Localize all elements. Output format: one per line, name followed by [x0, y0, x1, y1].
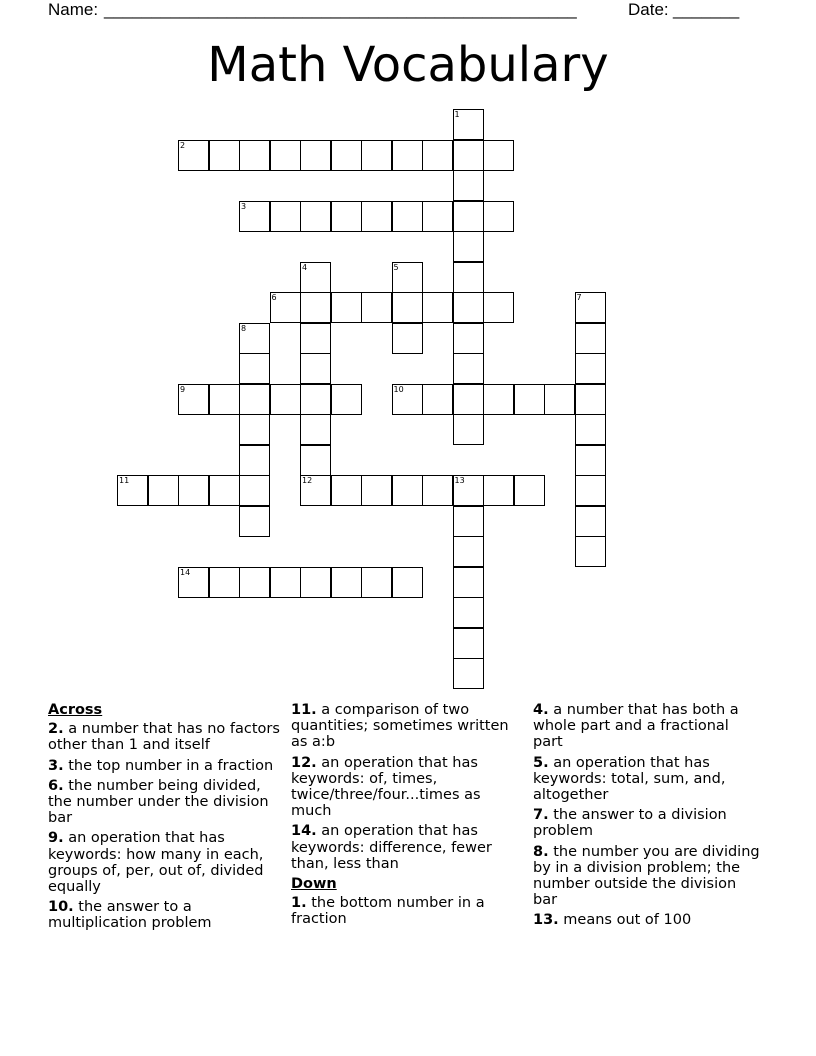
grid-cell[interactable]: [453, 109, 484, 140]
clue-text: a comparison of two quantities; sometimes written as a:b: [291, 702, 509, 751]
clue-text: a number that has both a whole part and a fractional part: [533, 702, 739, 751]
clue-item: [48, 721, 280, 753]
down-heading: Down: [291, 876, 337, 893]
grid-cell[interactable]: [361, 201, 392, 232]
clues-column-2: [291, 702, 523, 932]
grid-cell[interactable]: [300, 445, 331, 476]
clue-text: the number being divided, the number under the division bar: [48, 777, 269, 827]
clue-number: 14.: [291, 823, 317, 840]
grid-cell[interactable]: [239, 414, 270, 445]
cell-number: 3: [241, 201, 247, 211]
date-label: Date:: [628, 0, 669, 19]
grid-cell[interactable]: [453, 536, 484, 567]
down-clue-list-continued: [533, 702, 761, 929]
grid-cell[interactable]: [453, 597, 484, 628]
grid-cell[interactable]: [453, 170, 484, 201]
grid-cell[interactable]: [514, 475, 545, 506]
cell-number: 8: [241, 323, 247, 333]
clue-item: [533, 702, 761, 751]
clue-number: 6.: [48, 777, 64, 794]
grid-cell[interactable]: [178, 475, 209, 506]
grid-cell[interactable]: [422, 201, 453, 232]
grid-cell[interactable]: [392, 262, 423, 293]
grid-cell[interactable]: [239, 323, 270, 354]
grid-cell[interactable]: [239, 445, 270, 476]
grid-cell[interactable]: [331, 292, 362, 323]
clue-text: the number you are dividing by in a division problem; the number outside the division bar: [533, 843, 760, 909]
grid-cell[interactable]: [575, 323, 606, 354]
grid-cell[interactable]: [392, 384, 423, 415]
grid-cell[interactable]: [392, 140, 423, 171]
grid-cell[interactable]: [239, 201, 270, 232]
clue-item: [48, 778, 280, 827]
clue-text: an operation that has keywords: of, times, twice/three/four...times as much: [291, 754, 481, 820]
grid-cell[interactable]: [300, 353, 331, 384]
grid-cell[interactable]: [361, 292, 392, 323]
name-blank[interactable]: __________________________________________________: [104, 0, 577, 19]
grid-cell[interactable]: [575, 384, 606, 415]
grid-cell[interactable]: [422, 292, 453, 323]
grid-cell[interactable]: [514, 384, 545, 415]
grid-cell[interactable]: [483, 384, 514, 415]
grid-cell[interactable]: [270, 567, 301, 598]
cell-number: 14: [180, 567, 191, 577]
grid-cell[interactable]: [575, 414, 606, 445]
clue-item: [48, 899, 280, 931]
cell-number: 7: [576, 293, 582, 302]
clue-item: [48, 758, 280, 774]
grid-cell[interactable]: [270, 140, 301, 171]
grid-cell[interactable]: [544, 384, 575, 415]
across-clue-list: [48, 721, 280, 931]
grid-cell[interactable]: [361, 475, 392, 506]
grid-cell[interactable]: [453, 231, 484, 262]
grid-cell[interactable]: [300, 140, 331, 171]
name-label: Name:: [48, 0, 99, 19]
clue-item: [533, 807, 761, 839]
clue-item: [533, 912, 761, 928]
grid-cell[interactable]: [209, 384, 240, 415]
down-clue-list: [291, 895, 523, 927]
grid-cell[interactable]: [453, 506, 484, 537]
grid-cell[interactable]: [453, 262, 484, 293]
grid-cell[interactable]: [361, 140, 392, 171]
clue-item: [291, 702, 523, 751]
grid-cell[interactable]: [453, 384, 484, 415]
grid-cell[interactable]: [575, 445, 606, 476]
grid-cell[interactable]: [239, 353, 270, 384]
clue-number: 12.: [291, 754, 317, 771]
grid-cell[interactable]: [453, 414, 484, 445]
cell-number: 10: [393, 384, 404, 394]
cell-number: 6: [271, 293, 277, 302]
grid-cell[interactable]: [483, 475, 514, 506]
grid-cell[interactable]: [453, 201, 484, 232]
grid-cell[interactable]: [453, 353, 484, 384]
grid-cell[interactable]: [453, 567, 484, 598]
grid-cell[interactable]: [178, 140, 209, 171]
grid-cell[interactable]: [239, 140, 270, 171]
date-blank[interactable]: _______: [673, 0, 740, 19]
grid-cell[interactable]: [575, 536, 606, 567]
grid-cell[interactable]: [239, 384, 270, 415]
grid-cell[interactable]: [453, 292, 484, 323]
clue-text: the top number in a fraction: [63, 757, 274, 774]
clue-text: the answer to a multiplication problem: [48, 899, 212, 932]
clue-item: [533, 844, 761, 909]
across-heading: Across: [48, 702, 103, 718]
grid-cell[interactable]: [209, 567, 240, 598]
grid-cell[interactable]: [300, 292, 331, 323]
grid-cell[interactable]: [209, 475, 240, 506]
clue-text: an operation that has keywords: total, sum, and, altogether: [533, 754, 726, 804]
grid-cell[interactable]: [392, 292, 423, 323]
cell-number: 5: [393, 262, 399, 272]
clues-column-1: [48, 702, 280, 936]
grid-cell[interactable]: [331, 475, 362, 506]
clue-item: [291, 823, 523, 872]
grid-cell[interactable]: [239, 567, 270, 598]
grid-cell[interactable]: [575, 292, 606, 323]
grid-cell[interactable]: [331, 567, 362, 598]
grid-cell[interactable]: [300, 567, 331, 598]
grid-cell[interactable]: [453, 628, 484, 659]
grid-cell[interactable]: [178, 567, 209, 598]
clue-item: [291, 755, 523, 820]
cell-number: 1: [454, 110, 460, 119]
clue-number: 1.: [291, 895, 307, 912]
grid-cell[interactable]: [392, 567, 423, 598]
grid-cell[interactable]: [331, 201, 362, 232]
grid-cell[interactable]: [270, 384, 301, 415]
cell-number: 12: [302, 476, 313, 485]
clue-item: [533, 755, 761, 804]
grid-cell[interactable]: [422, 140, 453, 171]
page-title: Math Vocabulary: [207, 37, 609, 93]
grid-cell[interactable]: [178, 384, 209, 415]
grid-cell[interactable]: [453, 658, 484, 689]
grid-cell[interactable]: [483, 140, 514, 171]
grid-cell[interactable]: [392, 201, 423, 232]
cell-number: 4: [302, 262, 308, 272]
grid-cell[interactable]: [331, 384, 362, 415]
cell-number: 11: [119, 476, 130, 485]
clue-item: [291, 895, 523, 927]
grid-cell[interactable]: [300, 384, 331, 415]
grid-cell[interactable]: [209, 140, 240, 171]
grid-cell[interactable]: [483, 201, 514, 232]
grid-cell[interactable]: [422, 384, 453, 415]
clue-number: 2.: [48, 721, 64, 738]
grid-cell[interactable]: [575, 506, 606, 537]
grid-cell[interactable]: [239, 475, 270, 506]
grid-cell[interactable]: [300, 262, 331, 293]
grid-cell[interactable]: [483, 292, 514, 323]
cell-number: 2: [180, 140, 186, 150]
grid-cell[interactable]: [392, 475, 423, 506]
grid-cell[interactable]: [422, 475, 453, 506]
across-clue-list-continued: [291, 702, 523, 872]
cell-number: 13: [454, 476, 465, 485]
clue-text: an operation that has keywords: how many in each, groups of, per, out of, divided equally: [48, 830, 264, 896]
clue-text: an operation that has keywords: difference, fewer than, less than: [291, 823, 492, 872]
grid-cell[interactable]: [148, 475, 179, 506]
grid-cell[interactable]: [392, 323, 423, 354]
grid-cell[interactable]: [453, 475, 484, 506]
grid-cell[interactable]: [453, 323, 484, 354]
grid-cell[interactable]: [361, 567, 392, 598]
clue-text: the answer to a division problem: [533, 807, 727, 840]
grid-cell[interactable]: [331, 140, 362, 171]
clue-number: 13.: [533, 912, 559, 929]
cell-number: 9: [180, 384, 186, 394]
grid-cell[interactable]: [300, 323, 331, 354]
grid-cell[interactable]: [300, 201, 331, 232]
clue-number: 4.: [533, 702, 549, 718]
clue-item: [48, 830, 280, 895]
clue-text: means out of 100: [558, 912, 692, 929]
clues-column-3: [533, 702, 761, 933]
grid-cell[interactable]: [270, 292, 301, 323]
grid-cell[interactable]: [300, 475, 331, 506]
grid-cell[interactable]: [575, 475, 606, 506]
clue-number: 11.: [291, 702, 317, 718]
clue-number: 9.: [48, 830, 64, 847]
grid-cell[interactable]: [453, 140, 484, 171]
grid-cell[interactable]: [575, 353, 606, 384]
clue-number: 5.: [533, 754, 549, 771]
grid-cell[interactable]: [239, 506, 270, 537]
clue-number: 7.: [533, 807, 549, 824]
clue-text: the bottom number in a fraction: [291, 895, 485, 928]
grid-cell[interactable]: [270, 201, 301, 232]
clue-text: a number that has no factors other than 1 and itself: [48, 721, 280, 754]
clue-number: 8.: [533, 843, 549, 860]
clue-number: 10.: [48, 899, 74, 916]
grid-cell[interactable]: [300, 414, 331, 445]
grid-cell[interactable]: [117, 475, 148, 506]
clue-number: 3.: [48, 757, 64, 774]
